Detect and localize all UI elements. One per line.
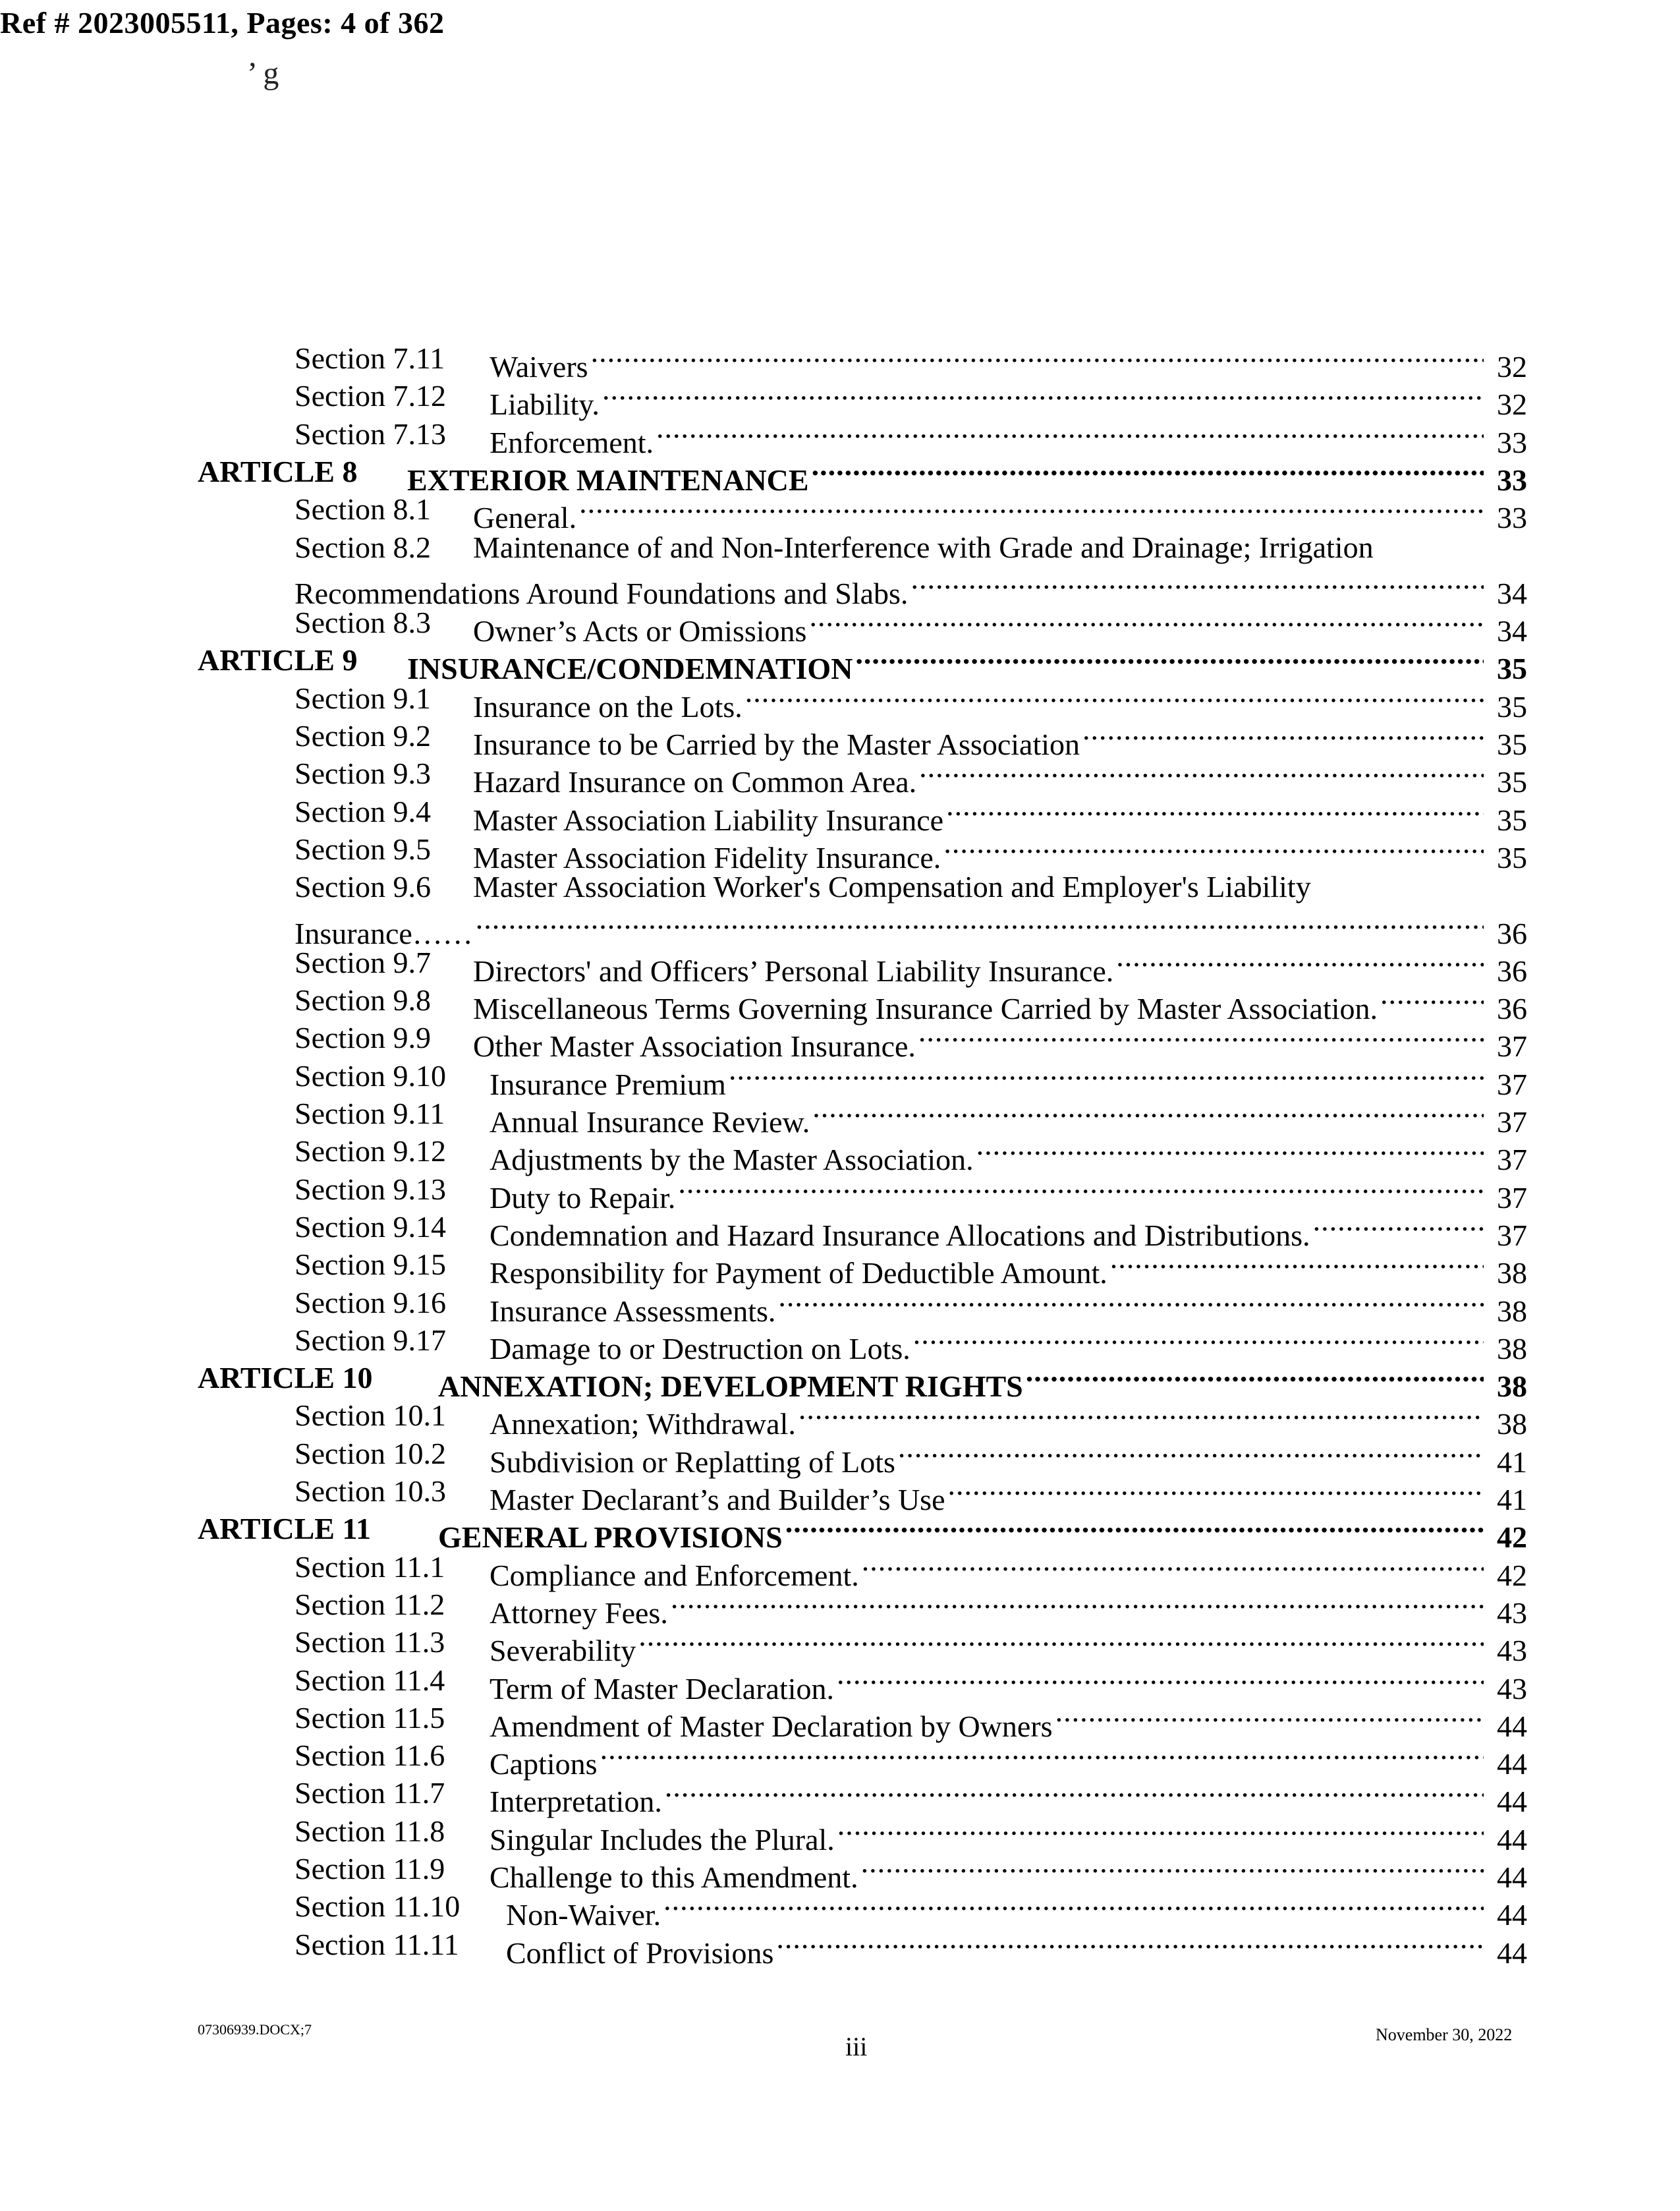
toc-entry-number: Section 8.2: [294, 530, 431, 564]
dot-leader: [837, 1662, 1484, 1699]
toc-section-entry[interactable]: [0, 1662, 1680, 1706]
toc-page-number: 34: [1497, 576, 1527, 610]
toc-entry-number: Section 11.2: [294, 1587, 445, 1621]
toc-entry-title: Master Declarant’s and Builder’s Use: [490, 1483, 945, 1516]
toc-page-number: 44: [1497, 1709, 1527, 1743]
toc-entry-title: Responsibility for Payment of Deductible Amount.: [490, 1256, 1107, 1290]
toc-entry-number: Section 11.3: [294, 1625, 445, 1659]
dot-leader: [671, 1586, 1484, 1623]
toc-entry-title: Challenge to this Amendment.: [490, 1860, 858, 1894]
dot-leader: [918, 1019, 1484, 1056]
toc-entry-title: Insurance……: [294, 916, 473, 950]
toc-entry-title: Damage to or Destruction on Lots.: [490, 1331, 910, 1365]
toc-entry-title: Owner’s Acts or Omissions: [473, 614, 807, 648]
toc-section-entry[interactable]: [0, 1813, 1680, 1856]
toc-entry-number: Section 11.1: [294, 1549, 445, 1584]
toc-entry-title: Other Master Association Insurance.: [473, 1029, 916, 1064]
toc-entry-title: Master Association Fidelity Insurance.: [473, 840, 941, 875]
recording-reference: Ref # 2023005511, Pages: 4 of 362: [0, 6, 445, 40]
toc-section-entry[interactable]: [0, 1019, 1680, 1064]
toc-article-entry[interactable]: [0, 1360, 1680, 1404]
toc-entry-number: Section 11.4: [294, 1663, 445, 1697]
toc-page-number: 36: [1497, 954, 1527, 988]
toc-section-entry[interactable]: [0, 1171, 1680, 1215]
toc-page-number: 38: [1497, 1294, 1527, 1328]
toc-page-number: 44: [1497, 1785, 1527, 1819]
dot-leader: [943, 831, 1484, 868]
toc-page-number: 44: [1497, 1936, 1527, 1970]
toc-section-entry[interactable]: [0, 1058, 1680, 1101]
toc-entry-title: Non-Waiver.: [506, 1898, 661, 1932]
toc-page-number: 37: [1497, 1029, 1527, 1064]
toc-page-number: 34: [1497, 614, 1527, 648]
toc-entry-title: Adjustments by the Master Association.: [490, 1143, 974, 1177]
toc-section-entry[interactable]: [0, 529, 1680, 566]
dot-leader: [919, 755, 1484, 792]
toc-section-entry[interactable]: [0, 491, 1680, 535]
toc-section-entry[interactable]: [0, 1775, 1680, 1819]
toc-entry-title: Master Association Liability Insurance: [473, 803, 944, 837]
toc-entry-number: Section 11.5: [294, 1700, 445, 1735]
dot-leader: [785, 1510, 1484, 1547]
dot-leader: [745, 680, 1484, 717]
dot-leader: [776, 1926, 1484, 1963]
dot-leader: [656, 416, 1484, 453]
toc-entry-number: Section 8.1: [294, 492, 431, 527]
toc-entry-number: Section 9.17: [294, 1323, 446, 1357]
toc-section-entry[interactable]: [0, 1888, 1680, 1932]
toc-page-number: 32: [1497, 350, 1527, 384]
dot-leader: [837, 1813, 1484, 1850]
toc-section-entry[interactable]: [0, 1473, 1680, 1516]
dot-leader: [798, 1397, 1484, 1434]
page-number: iii: [845, 2032, 868, 2061]
dot-leader: [1026, 1360, 1484, 1396]
toc-page-number: 43: [1497, 1595, 1527, 1630]
toc-entry-number: Section 9.6: [294, 870, 431, 904]
dot-leader: [862, 1549, 1484, 1586]
dot-leader: [812, 1095, 1484, 1132]
toc-entry-number: ARTICLE 8: [198, 454, 358, 488]
toc-entry-title: Insurance to be Carried by the Master Association: [473, 728, 1080, 761]
toc-page-number: 33: [1497, 425, 1527, 459]
dot-leader: [948, 1473, 1484, 1510]
toc-page-number: 37: [1497, 1143, 1527, 1177]
toc-page-number: 44: [1497, 1860, 1527, 1894]
toc-section-entry[interactable]: [0, 340, 1680, 384]
toc-entry-number: Section 9.9: [294, 1021, 431, 1055]
toc-entry-number: Section 11.8: [294, 1814, 445, 1848]
dot-leader: [600, 1737, 1484, 1774]
toc-entry-title: Annexation; Withdrawal.: [490, 1407, 796, 1441]
dot-leader: [1110, 1246, 1484, 1283]
toc-page-number: 41: [1497, 1483, 1527, 1516]
toc-article-entry[interactable]: [0, 453, 1680, 497]
toc-entry-number: Section 9.13: [294, 1172, 446, 1206]
toc-page-number: 35: [1497, 840, 1527, 875]
toc-section-entry[interactable]: [0, 1209, 1680, 1252]
toc-entry-number: Section 10.2: [294, 1436, 446, 1470]
toc-section-entry[interactable]: [0, 1397, 1680, 1441]
dot-leader: [976, 1133, 1484, 1170]
dot-leader: [729, 1058, 1484, 1095]
toc-section-entry[interactable]: [0, 1435, 1680, 1479]
toc-entry-number: Section 11.7: [294, 1776, 445, 1810]
toc-section-entry[interactable]: [0, 1095, 1680, 1139]
toc-entry-number: Section 9.1: [294, 681, 431, 715]
toc-entry-title: Term of Master Declaration.: [490, 1671, 835, 1706]
toc-section-entry[interactable]: [0, 1624, 1680, 1668]
toc-section-entry[interactable]: [0, 416, 1680, 459]
toc-article-entry[interactable]: [0, 1510, 1680, 1555]
toc-section-entry[interactable]: [0, 1133, 1680, 1177]
toc-entry-number: Section 9.7: [294, 945, 431, 979]
toc-page-number: 35: [1497, 652, 1527, 686]
toc-page-number: 43: [1497, 1671, 1527, 1706]
toc-entry-title: Captions: [490, 1747, 598, 1781]
toc-entry-title: Insurance on the Lots.: [473, 689, 742, 724]
toc-section-entry[interactable]: [0, 1246, 1680, 1290]
toc-entry-title: Duty to Repair.: [490, 1180, 676, 1215]
toc-section-entry[interactable]: [0, 831, 1680, 875]
dot-leader: [861, 1851, 1484, 1887]
dot-leader: [910, 567, 1484, 604]
toc-entry-number: ARTICLE 10: [198, 1361, 373, 1395]
toc-entry-title: Subdivision or Replatting of Lots: [490, 1445, 895, 1479]
toc-entry-title: Master Association Worker's Compensation and Employer's Liability: [473, 870, 1311, 904]
dot-leader: [665, 1775, 1484, 1812]
dot-leader: [812, 453, 1484, 490]
toc-section-entry[interactable]: [0, 793, 1680, 837]
toc-page-number: 35: [1497, 728, 1527, 761]
document-date: November 30, 2022: [1376, 2025, 1513, 2044]
toc-entry-number: Section 11.11: [294, 1927, 459, 1961]
toc-entry-number: Section 9.4: [294, 794, 431, 828]
toc-section-entry[interactable]: [0, 1700, 1680, 1743]
toc-entry-title: Waivers: [490, 350, 588, 384]
toc-entry-title: General.: [473, 501, 577, 535]
toc-section-entry[interactable]: [0, 755, 1680, 799]
toc-section-entry[interactable]: [0, 1322, 1680, 1365]
toc-entry-number: Section 9.12: [294, 1134, 446, 1168]
document-id: 07306939.DOCX;7: [198, 2021, 312, 2038]
toc-page-number: 44: [1497, 1898, 1527, 1932]
toc-entry-title: Miscellaneous Terms Governing Insurance Carried by Master Association.: [473, 992, 1378, 1026]
dot-leader: [638, 1624, 1484, 1661]
dot-leader: [778, 1284, 1484, 1321]
toc-entry-title: Condemnation and Hazard Insurance Allocations and Distributions.: [490, 1218, 1310, 1252]
toc-page-number: 44: [1497, 1747, 1527, 1781]
toc-entry-number: Section 9.15: [294, 1248, 446, 1282]
toc-entry-number: ARTICLE 11: [198, 1512, 371, 1546]
toc-page-number: 35: [1497, 689, 1527, 724]
toc-entry-title: Recommendations Around Foundations and Slabs.: [294, 576, 909, 610]
toc-entry-title: ANNEXATION; DEVELOPMENT RIGHTS: [438, 1369, 1023, 1404]
toc-entry-title: Liability.: [490, 388, 600, 422]
toc-section-entry[interactable]: [0, 378, 1680, 422]
toc-entry-title: Maintenance of and Non-Interference with Grade and Drainage; Irrigation: [473, 530, 1374, 564]
toc-page-number: 36: [1497, 992, 1527, 1026]
toc-section-entry[interactable]: [0, 718, 1680, 761]
toc-entry-title: Insurance Premium: [490, 1067, 726, 1101]
toc-entry-number: Section 9.10: [294, 1058, 446, 1093]
toc-page-number: 44: [1497, 1822, 1527, 1856]
toc-section-entry[interactable]: [0, 982, 1680, 1026]
toc-page-number: 38: [1497, 1256, 1527, 1290]
dot-leader: [809, 604, 1484, 641]
toc-page-number: 37: [1497, 1067, 1527, 1101]
toc-entry-number: ARTICLE 9: [198, 643, 358, 677]
dot-leader: [898, 1435, 1484, 1472]
toc-page-number: 32: [1497, 388, 1527, 422]
dot-leader: [663, 1888, 1484, 1925]
toc-section-entry[interactable]: [0, 680, 1680, 724]
dot-leader: [579, 491, 1484, 528]
toc-page-number: 35: [1497, 803, 1527, 837]
toc-entry-title: Annual Insurance Review.: [490, 1105, 810, 1139]
toc-page-number: 36: [1497, 916, 1527, 950]
toc-section-entry[interactable]: [0, 1586, 1680, 1630]
toc-entry-number: Section 11.6: [294, 1738, 445, 1773]
toc-section-entry[interactable]: [0, 604, 1680, 648]
toc-article-entry[interactable]: [0, 642, 1680, 686]
toc-section-entry[interactable]: [0, 567, 1680, 610]
toc-entry-title: Conflict of Provisions: [506, 1936, 774, 1970]
toc-entry-number: Section 11.9: [294, 1852, 445, 1885]
toc-entry-title: Directors' and Officers’ Personal Liability Insurance.: [473, 954, 1114, 988]
toc-page-number: 35: [1497, 765, 1527, 799]
dot-leader: [1380, 982, 1484, 1019]
toc-entry-title: INSURANCE/CONDEMNATION: [407, 652, 853, 686]
toc-section-entry[interactable]: [0, 907, 1680, 950]
dot-leader: [913, 1322, 1484, 1359]
toc-entry-number: Section 9.16: [294, 1285, 446, 1319]
toc-entry-title: Compliance and Enforcement.: [490, 1558, 859, 1592]
dot-leader: [602, 378, 1484, 415]
toc-section-entry[interactable]: [0, 869, 1680, 905]
toc-entry-number: Section 10.3: [294, 1474, 446, 1508]
toc-page-number: 42: [1497, 1558, 1527, 1592]
toc-entry-number: Section 9.8: [294, 983, 431, 1018]
toc-entry-number: Section 7.12: [294, 379, 446, 413]
toc-page-number: 42: [1497, 1520, 1527, 1555]
toc-section-entry[interactable]: [0, 1737, 1680, 1781]
toc-entry-number: Section 9.14: [294, 1209, 446, 1244]
dot-leader: [591, 340, 1484, 377]
dot-leader: [1116, 944, 1484, 981]
toc-entry-title: GENERAL PROVISIONS: [438, 1520, 783, 1555]
toc-page-number: 43: [1497, 1634, 1527, 1668]
toc-page-number: 33: [1497, 501, 1527, 535]
toc-entry-number: Section 11.10: [294, 1889, 461, 1924]
toc-entry-number: Section 7.13: [294, 416, 446, 451]
toc-entry-title: Interpretation.: [490, 1785, 662, 1819]
toc-page-number: 33: [1497, 463, 1527, 497]
toc-entry-number: Section 9.5: [294, 832, 431, 866]
toc-entry-title: Hazard Insurance on Common Area.: [473, 765, 917, 799]
dot-leader: [476, 907, 1484, 944]
dot-leader: [1055, 1700, 1484, 1737]
toc-entry-number: Section 7.11: [294, 341, 445, 375]
toc-page-number: 38: [1497, 1407, 1527, 1441]
toc-entry-title: Attorney Fees.: [490, 1595, 668, 1630]
toc-page-number: 38: [1497, 1369, 1527, 1404]
toc-page-number: 37: [1497, 1180, 1527, 1215]
dot-leader: [1082, 718, 1484, 755]
toc-page-number: 37: [1497, 1105, 1527, 1139]
toc-entry-title: Singular Includes the Plural.: [490, 1822, 835, 1856]
toc-page-number: 37: [1497, 1218, 1527, 1252]
toc-entry-title: Insurance Assessments.: [490, 1294, 776, 1328]
toc-page-number: 41: [1497, 1445, 1527, 1479]
dot-leader: [855, 642, 1484, 679]
toc-entry-title: EXTERIOR MAINTENANCE: [407, 463, 809, 497]
toc-entry-number: Section 9.11: [294, 1097, 445, 1130]
toc-section-entry[interactable]: [0, 1926, 1680, 1970]
toc-entry-title: Amendment of Master Declaration by Owners: [490, 1709, 1053, 1743]
toc-entry-title: Enforcement.: [490, 425, 654, 459]
toc-entry-number: Section 9.3: [294, 757, 431, 791]
toc-section-entry[interactable]: [0, 1284, 1680, 1328]
dot-leader: [946, 793, 1484, 830]
toc-section-entry[interactable]: [0, 1851, 1680, 1894]
toc-page-number: 38: [1497, 1331, 1527, 1365]
dot-leader: [1313, 1209, 1484, 1246]
toc-entry-number: Section 8.3: [294, 606, 431, 640]
toc-entry-title: Severability: [490, 1634, 636, 1668]
faint-header-fragment: ’ g: [247, 56, 279, 91]
toc-section-entry[interactable]: [0, 1549, 1680, 1592]
dot-leader: [678, 1171, 1484, 1208]
toc-entry-number: Section 9.2: [294, 719, 431, 753]
toc-entry-number: Section 10.1: [294, 1398, 446, 1433]
toc-section-entry[interactable]: [0, 944, 1680, 988]
